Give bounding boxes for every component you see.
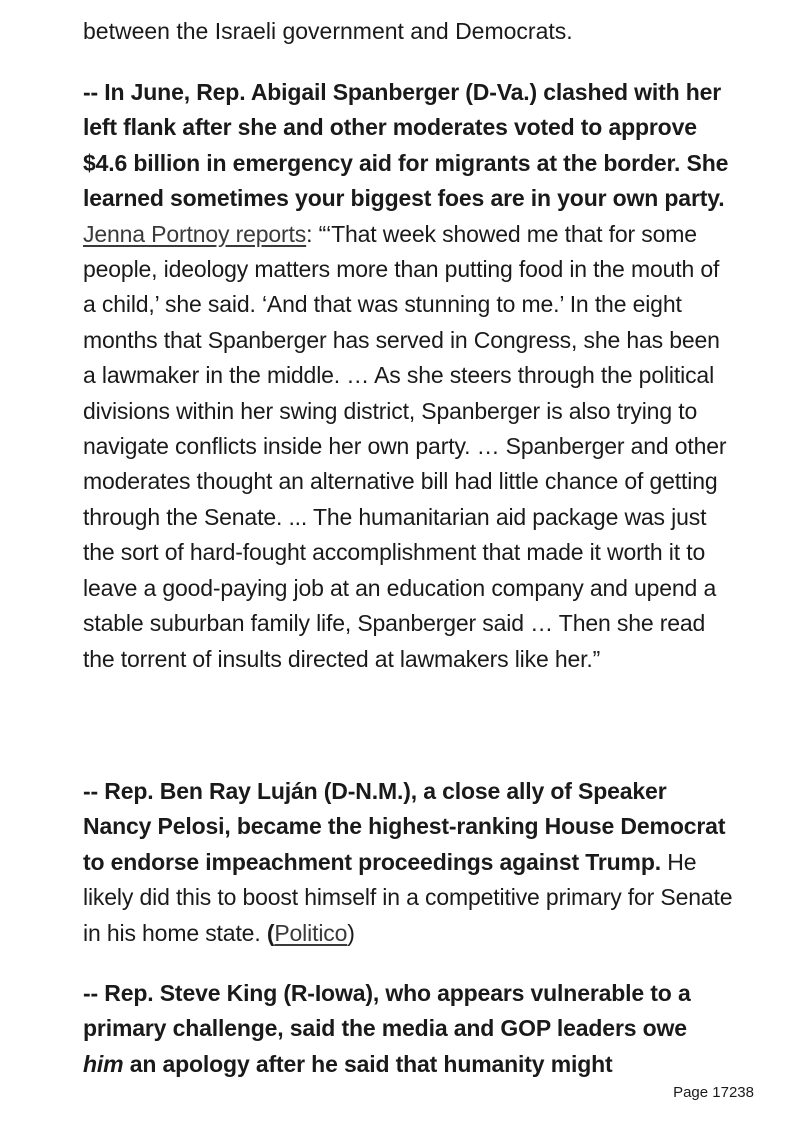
- spanberger-headline: -- In June, Rep. Abigail Spanberger (D-Va.) clashed with her left flank after she and other moderates voted to approve $4.6 billion in emergency aid for migrants at the border. She learned sometimes your biggest foes are in your own party.: [83, 79, 729, 212]
- paren-open: (: [266, 919, 275, 946]
- portnoy-report-link[interactable]: Jenna Portnoy reports: [83, 220, 307, 247]
- paren-close: ): [347, 919, 355, 946]
- spanberger-paragraph: [83, 75, 733, 677]
- king-paragraph: [83, 976, 733, 1082]
- lujan-headline: -- Rep. Ben Ray Luján (D-N.M.), a close ally of Speaker Nancy Pelosi, became the highest-ranking House Democrat to endorse impeachment proceedings against Trump.: [83, 778, 726, 875]
- spanberger-quote: : “‘That week showed me that for some people, ideology matters more than putting food in the mouth of a child,’ she said. ‘And that was stunning to me.’ In the eight months that Spanberger has served in Congress, she has been a lawmaker in the middle. … As she steers through the political divisions within her swing district, Spanberger is also trying to navigate conflicts inside her own party. … Spanberger and other moderates thought an alternative bill had little chance of getting through the Senate. ... The humanitarian aid package was just the sort of hard-fought accomplishment that made it worth it to leave a good-paying job at an education company and upend a stable suburban family life, Spanberger said … Then she read the torrent of insults directed at lawmakers like her.”: [83, 220, 727, 672]
- politico-link[interactable]: Politico: [274, 919, 348, 946]
- king-headline-him: him: [83, 1050, 124, 1077]
- lujan-body: He likely did this to boost himself in a competitive primary for Senate in his home state.: [83, 848, 733, 946]
- page-number: Page 17238: [673, 1084, 754, 1101]
- king-headline-b: an apology after he said that humanity might: [123, 1050, 613, 1077]
- king-headline-a: -- Rep. Steve King (R-Iowa), who appears vulnerable to a primary challenge, said the media and GOP leaders owe: [83, 980, 691, 1042]
- lujan-paragraph: [83, 774, 733, 951]
- cut-off-previous-line: [83, 14, 733, 44]
- cut-off-text: between the Israeli government and Democrats.: [83, 18, 573, 44]
